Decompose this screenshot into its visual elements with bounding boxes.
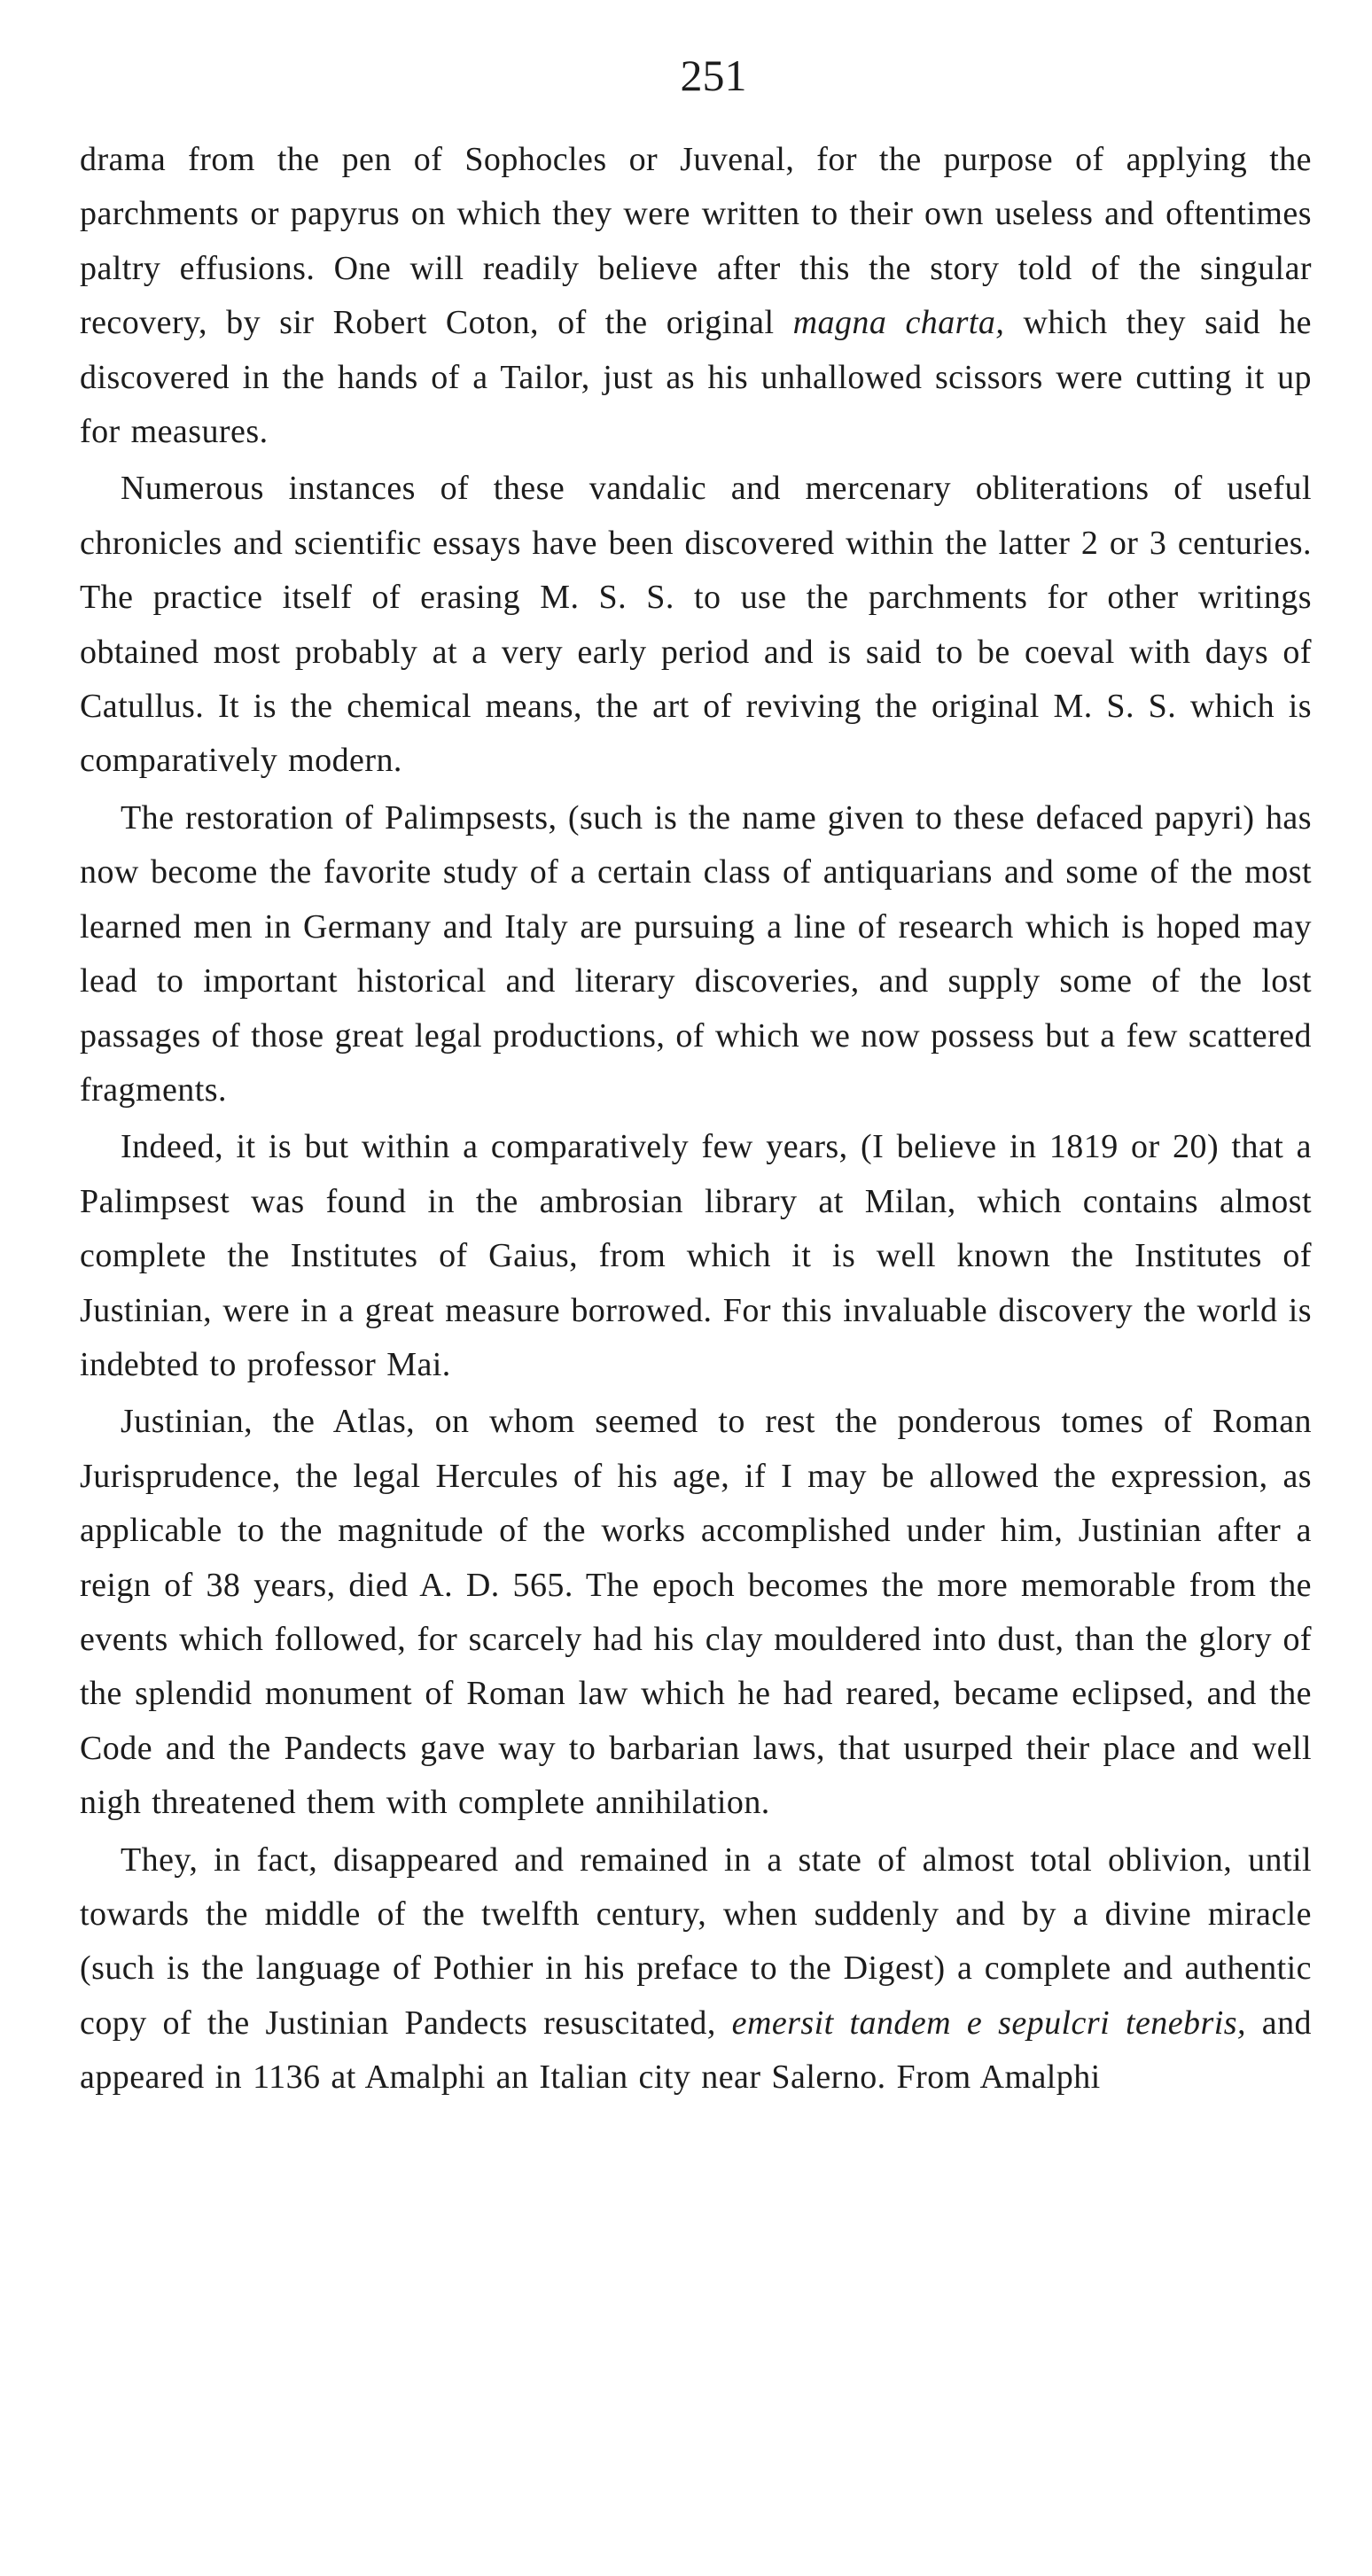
paragraph-1-text-1: drama from the pen of Sophocles or Juvenal, for the purpose of applying the parchments or papyrus on which they were written to their own useless and oftentimes paltry effusions. One will readily believe after this the story told of the singular recovery, by sir Robert Coton, of the original [80, 141, 1312, 342]
paragraph-1-text-2: which they said he discovered in the hands of a Tailor, just as his unhallowed scissors were cutting it up for measures. [80, 304, 1312, 451]
paragraph-5 [80, 1395, 1312, 1830]
paragraph-1-italic-phrase: magna charta, [792, 304, 1005, 342]
paragraph-6-text-2: and appeared in 1136 at Amalphi an Italian city near Salerno. From Amalphi [80, 2004, 1313, 2097]
paragraph-6-text-1: They, in fact, disappeared and remained in a state of almost total oblivion, until towards the middle of the twelfth century, when suddenly and by a divine miracle (such is the language of Pothier in his preface to the Digest) a complete and authentic copy of the Justinian Pandects resuscitated, [80, 1841, 1312, 2042]
paragraph-4 [80, 1120, 1312, 1392]
paragraph-4-text: Indeed, it is but within a comparatively few years, (I believe in 1819 or 20) that a Palimpsest was found in the ambrosian library at Milan, which contains almost complete the Institutes of Gaius, from which it is well known the Institutes of Justinian, were in a great measure borrowed. For this invaluable discovery the world is indebted to professor Mai. [80, 1128, 1312, 1383]
paragraph-5-text: Justinian, the Atlas, on whom seemed to rest the ponderous tomes of Roman Jurisprudence, the legal Hercules of his age, if I may be allowed the expression, as applicable to the magnitude of the works accomplished under him, Justinian after a reign of 38 years, died A. D. 565. The epoch becomes the more memorable from the events which followed, for scarcely had his clay mouldered into dust, than the glory of the splendid monument of Roman law which he had reared, became eclipsed, and the Code and the Pandects gave way to barbarian laws, that usurped their place and well nigh threatened them with complete annihilation. [80, 1403, 1312, 1822]
paragraph-2-text: Numerous instances of these vandalic and mercenary obliterations of useful chronicles and scientific essays have been discovered within the latter 2 or 3 centuries. The practice itself of erasing M. S. S. to use the parchments for other writings obtained most probably at a very early period and is said to be coeval with days of Catullus. It is the chemical means, the art of reviving the original M. S. S. which is comparatively modern. [80, 470, 1312, 780]
paragraph-6-italic-phrase: emersit tandem e sepulcri tenebris, [731, 2004, 1246, 2042]
book-page [80, 44, 1312, 2108]
paragraph-1 [80, 133, 1312, 459]
page-number: 251 [680, 51, 747, 100]
paragraph-3 [80, 791, 1312, 1117]
paragraph-6 [80, 1833, 1312, 2105]
paragraph-3-text: The restoration of Palimpsests, (such is the name given to these defaced papyri) has now become the favorite study of a certain class of antiquarians and some of the most learned men in Germany and Italy are pursuing a line of research which is hoped may lead to important historical and literary discoveries, and supply some of the lost passages of those great legal productions, of which we now possess but a few scattered fragments. [80, 798, 1312, 1109]
paragraph-2 [80, 462, 1312, 788]
